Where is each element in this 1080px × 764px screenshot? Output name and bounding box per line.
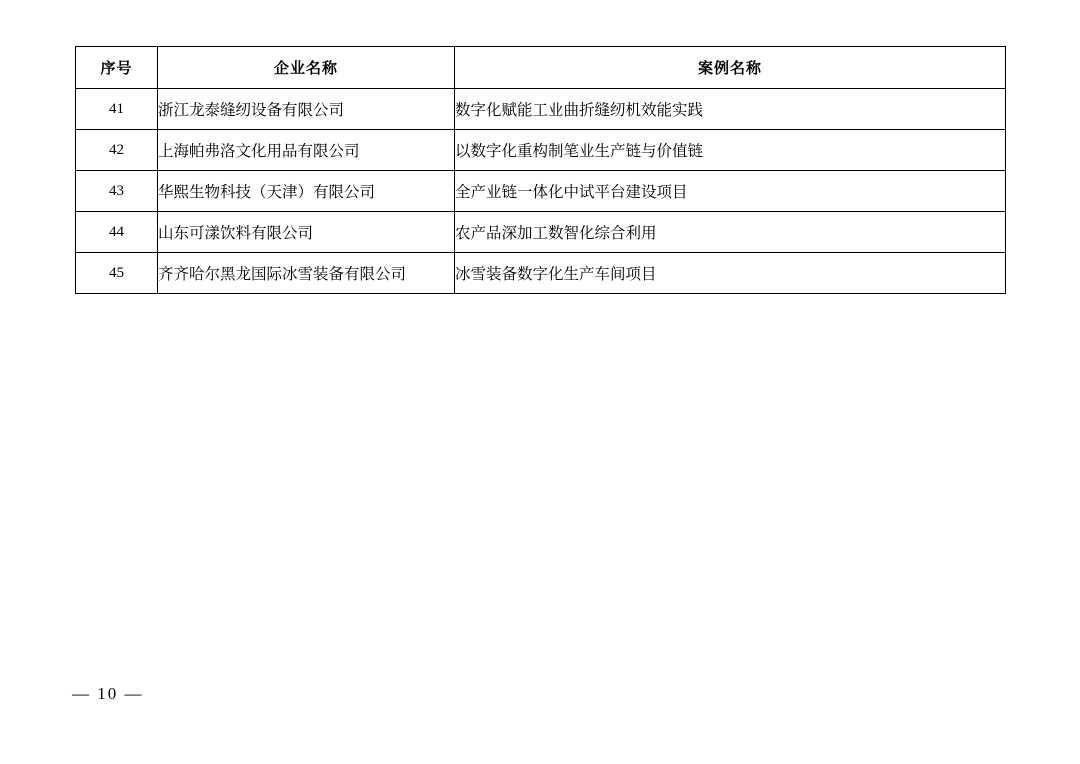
column-header-case: 案例名称 [455, 47, 1006, 89]
table-header [76, 47, 1006, 89]
cell-case: 全产业链一体化中试平台建设项目 [455, 171, 1006, 212]
cell-company: 华熙生物科技（天津）有限公司 [158, 171, 455, 212]
cell-index: 44 [76, 212, 158, 253]
cell-index: 43 [76, 171, 158, 212]
table-header-row [76, 47, 1006, 89]
cell-company: 齐齐哈尔黑龙国际冰雪装备有限公司 [158, 253, 455, 294]
table-row [76, 253, 1006, 294]
table-row [76, 212, 1006, 253]
cell-case: 以数字化重构制笔业生产链与价值链 [455, 130, 1006, 171]
cell-company: 浙江龙泰缝纫设备有限公司 [158, 89, 455, 130]
table-body [76, 89, 1006, 294]
page-number: — 10 — [72, 684, 144, 703]
table-row [76, 130, 1006, 171]
cell-case: 数字化赋能工业曲折缝纫机效能实践 [455, 89, 1006, 130]
cell-company: 上海帕弗洛文化用品有限公司 [158, 130, 455, 171]
cell-case: 农产品深加工数智化综合利用 [455, 212, 1006, 253]
cell-company: 山东可漾饮料有限公司 [158, 212, 455, 253]
column-header-company: 企业名称 [158, 47, 455, 89]
table-row [76, 89, 1006, 130]
case-table-container [75, 46, 1005, 294]
cell-index: 41 [76, 89, 158, 130]
cell-index: 42 [76, 130, 158, 171]
table-row [76, 171, 1006, 212]
cell-index: 45 [76, 253, 158, 294]
cell-case: 冰雪装备数字化生产车间项目 [455, 253, 1006, 294]
column-header-index: 序号 [76, 47, 158, 89]
case-table [75, 46, 1006, 294]
